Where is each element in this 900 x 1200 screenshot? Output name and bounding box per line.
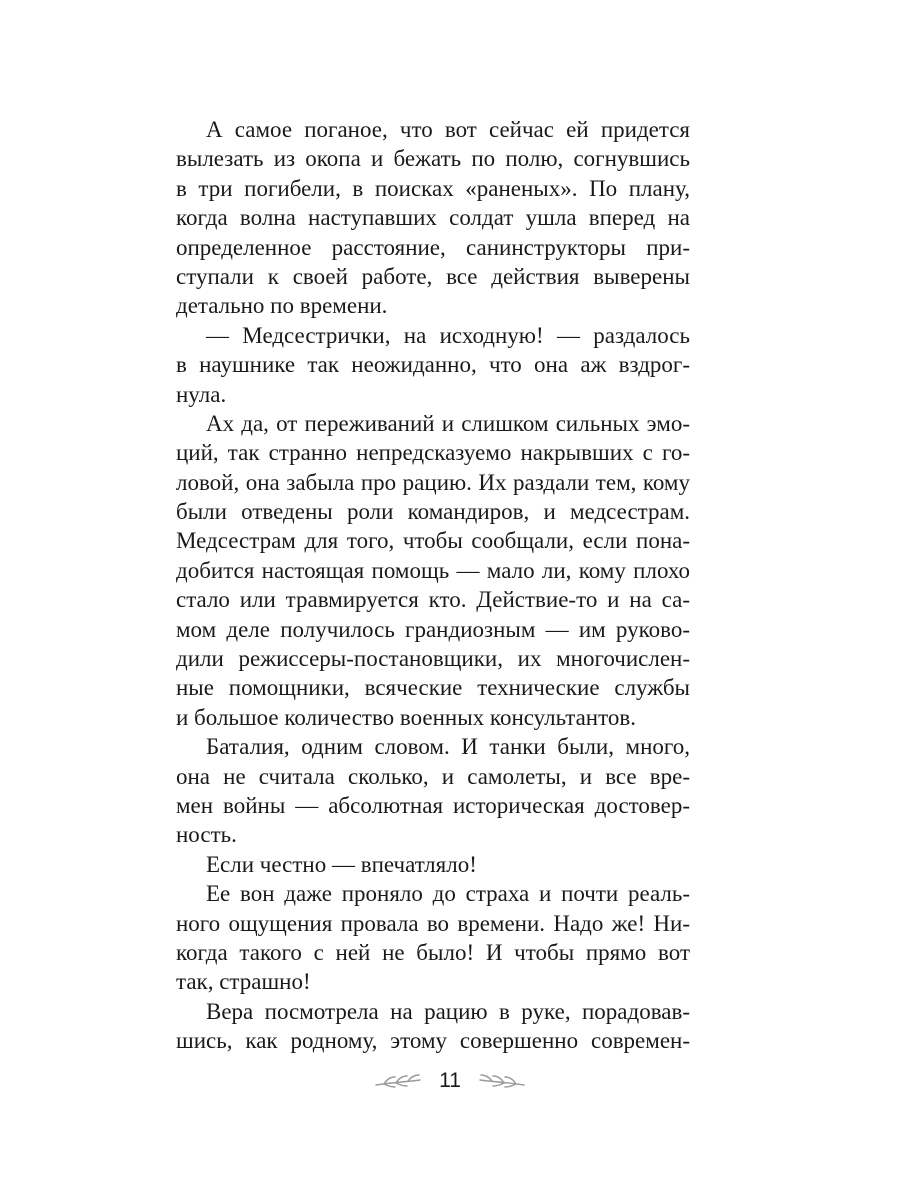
text-line: мен войны — абсолютная историческая достовер- [176, 792, 690, 818]
text-line: стало или травмируется кто. Действие-то и на са- [176, 587, 690, 613]
text-line: Вера посмотрела на рацию в руке, порадовав- [206, 998, 690, 1024]
text-line: Медсестрам для того, чтобы сообщали, если пона- [176, 528, 690, 554]
text-line: и большое количество военных консультантов. [176, 704, 636, 730]
page-text [176, 115, 690, 1056]
laurel-branch-icon [476, 1071, 526, 1091]
text-line: когда волна наступавших солдат ушла вперед на [176, 205, 690, 231]
text-line: она не считала сколько, и самолеты, и все вре- [176, 763, 690, 789]
text-line: ные помощники, всяческие технические службы [176, 675, 690, 701]
page-footer [0, 1066, 900, 1096]
text-line: шись, как родному, этому совершенно современ- [176, 1028, 690, 1054]
text-line: дили режиссеры-постановщики, их многочислен- [176, 646, 690, 672]
text-line: детально по времени. [176, 293, 388, 319]
text-line: Если честно — впечатляло! [206, 851, 477, 877]
text-line: ций, так странно непредсказуемо накрывших с го- [176, 440, 690, 466]
text-line: мом деле получилось грандиозным — им руково- [176, 616, 690, 642]
text-line: Ее вон даже проняло до страха и почти реаль- [206, 881, 690, 907]
text-line: ловой, она забыла про рацию. Их раздали тем, кому [176, 469, 690, 495]
text-line: ступали к своей работе, все действия выверены [176, 263, 690, 289]
text-line: определенное расстояние, санинструкторы при- [176, 234, 690, 260]
text-line: — Медсестрички, на исходную! — раздалось [206, 322, 690, 348]
text-line: ного ощущения провала во времени. Надо же! Ни- [176, 910, 690, 936]
text-line: вылезать из окопа и бежать по полю, согнувшись [176, 146, 690, 172]
text-line: когда такого с ней не было! И чтобы прямо вот [176, 939, 690, 965]
text-line: ность. [176, 822, 237, 848]
page-number: 11 [439, 1069, 461, 1092]
text-line: в наушнике так неожиданно, что она аж вздрог- [176, 352, 690, 378]
text-line: были отведены роли командиров, и медсестрам. [176, 499, 690, 525]
text-line: Баталия, одним словом. И танки были, много, [206, 734, 690, 760]
text-line: добится настоящая помощь — мало ли, кому плохо [176, 557, 690, 583]
text-line: А самое поганое, что вот сейчас ей придется [206, 117, 690, 142]
laurel-branch-icon [374, 1071, 424, 1091]
text-line: Ах да, от переживаний и слишком сильных эмо- [206, 410, 690, 436]
text-line: нула. [176, 381, 227, 407]
text-line: в три погибели, в поисках «раненых». По плану, [176, 175, 690, 201]
text-line: так, страшно! [176, 969, 311, 995]
